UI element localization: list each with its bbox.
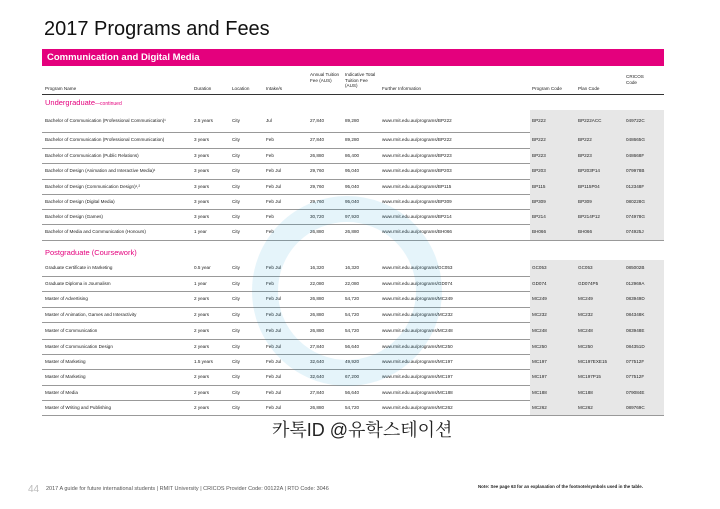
intake: Feb Jul <box>266 343 282 349</box>
program-name: Master of Writing and Publishing <box>45 404 112 410</box>
further-info-link[interactable]: www.rmit.edu.au/programs/BP214 <box>382 213 452 219</box>
location: City <box>232 152 240 158</box>
total-fee: 54,720 <box>345 327 360 333</box>
further-info-link[interactable]: www.rmit.edu.au/programs/BP115 <box>382 183 452 189</box>
annual-fee: 27,840 <box>310 118 325 124</box>
cricos-code: 079978B <box>626 168 645 174</box>
duration: 2 years <box>194 327 210 333</box>
cricos-code: 077512F <box>626 358 645 364</box>
header-program-code: Program Code <box>532 86 562 91</box>
footer-text: 2017 A guide for future international students | RMIT University | CRICOS Provider Code: 00122A | RTO Code: 3046 <box>46 486 329 492</box>
location: City <box>232 374 240 380</box>
program-code: BP203 <box>532 168 546 174</box>
duration: 1 year <box>194 280 207 286</box>
cricos-code: 012969A <box>626 280 645 286</box>
annual-fee: 32,640 <box>310 358 325 364</box>
duration: 3 years <box>194 137 210 143</box>
intake: Feb Jul <box>266 198 282 204</box>
section-band-title: Communication and Digital Media <box>42 49 664 66</box>
duration: 2 years <box>194 311 210 317</box>
intake: Feb Jul <box>266 265 282 271</box>
total-fee: 97,920 <box>345 213 360 219</box>
further-info-link[interactable]: www.rmit.edu.au/programs/MC197 <box>382 358 453 364</box>
cricos-code: 048665G <box>626 137 645 143</box>
table-row <box>42 209 664 225</box>
program-name: Graduate Certificate in Marketing <box>45 265 113 271</box>
annual-fee: 29,760 <box>310 183 325 189</box>
page-title: 2017 Programs and Fees <box>44 18 270 40</box>
program-code: GC053 <box>532 265 547 271</box>
program-code: MC248 <box>532 327 547 333</box>
plan-code: BP222 <box>578 137 592 143</box>
annual-fee: 26,880 <box>310 229 325 235</box>
postgraduate-heading: Postgraduate (Coursework) <box>45 248 137 257</box>
cricos-code: 077512F <box>626 374 645 380</box>
table-row <box>42 354 664 370</box>
intake: Feb Jul <box>266 374 282 380</box>
location: City <box>232 213 240 219</box>
program-name: Master of Media <box>45 389 78 395</box>
plan-code: BP309 <box>578 198 592 204</box>
header-intake: Intake/s <box>266 86 283 91</box>
plan-code: BP222ACC <box>578 118 602 124</box>
intake: Feb <box>266 280 274 286</box>
program-name: Graduate Diploma in Journalism <box>45 280 111 286</box>
table-row <box>42 132 664 149</box>
plan-code: BP115P04 <box>578 183 600 189</box>
further-info-link[interactable]: www.rmit.edu.au/programs/MC188 <box>382 389 453 395</box>
table-row <box>42 339 664 355</box>
annual-fee: 29,760 <box>310 168 325 174</box>
annual-fee: 16,320 <box>310 265 325 271</box>
cricos-code: 074978G <box>626 213 645 219</box>
program-code: MC188 <box>532 389 547 395</box>
location: City <box>232 311 240 317</box>
program-name: Master of Communication <box>45 327 98 333</box>
program-code: BH066 <box>532 229 547 235</box>
header-plan-code: Plan Code <box>578 86 600 91</box>
program-code: BP222 <box>532 137 546 143</box>
plan-code: BP223 <box>578 152 592 158</box>
program-name: Master of Marketing <box>45 358 86 364</box>
annual-fee: 26,880 <box>310 327 325 333</box>
further-info-link[interactable]: www.rmit.edu.au/programs/BP203 <box>382 168 452 174</box>
program-name: Bachelor of Design (Games) <box>45 213 103 219</box>
program-code: MC197 <box>532 358 547 364</box>
duration: 3 years <box>194 152 210 158</box>
header-total-fee: Indicative Total Tuition Fee (AUS) <box>345 72 376 89</box>
further-info-link[interactable]: www.rmit.edu.au/programs/BP309 <box>382 198 452 204</box>
cricos-code: 074925J <box>626 229 644 235</box>
location: City <box>232 198 240 204</box>
total-fee: 54,720 <box>345 311 360 317</box>
undergraduate-suffix: —continued <box>95 101 122 107</box>
location: City <box>232 404 240 410</box>
header-location: Location <box>232 86 250 91</box>
duration: 2 years <box>194 389 210 395</box>
location: City <box>232 358 240 364</box>
total-fee: 16,320 <box>345 265 360 271</box>
program-code: BP115 <box>532 183 546 189</box>
plan-code: GC053 <box>578 265 593 271</box>
location: City <box>232 118 240 124</box>
intake: Feb <box>266 152 274 158</box>
total-fee: 67,200 <box>345 374 360 380</box>
program-code: MC249 <box>532 296 547 302</box>
plan-code: GD074P5 <box>578 280 599 286</box>
header-program: Program Name <box>45 86 77 91</box>
program-code: MC250 <box>532 343 547 349</box>
intake: Feb Jul <box>266 389 282 395</box>
plan-code: MC250 <box>578 343 593 349</box>
annual-fee: 26,880 <box>310 152 325 158</box>
further-info-link[interactable]: www.rmit.edu.au/programs/GC053 <box>382 265 453 271</box>
duration: 2 years <box>194 343 210 349</box>
table-row <box>42 163 664 180</box>
program-name: Bachelor of Design (Digital Media) <box>45 198 115 204</box>
further-info-link[interactable]: www.rmit.edu.au/programs/BH066 <box>382 229 452 235</box>
total-fee: 22,080 <box>345 280 360 286</box>
further-info-link[interactable]: www.rmit.edu.au/programs/MC197 <box>382 374 453 380</box>
duration: 3 years <box>194 198 210 204</box>
plan-code: MC248 <box>578 327 593 333</box>
total-fee: 49,920 <box>345 358 360 364</box>
table-row <box>42 291 664 308</box>
cricos-code: 080228G <box>626 198 645 204</box>
further-info-link[interactable]: www.rmit.edu.au/programs/GD074 <box>382 280 453 286</box>
undergraduate-title: Undergraduate <box>45 98 96 107</box>
total-fee: 95,040 <box>345 168 360 174</box>
total-fee: 56,640 <box>345 389 360 395</box>
intake: Feb Jul <box>266 296 282 302</box>
total-fee: 56,640 <box>345 343 360 349</box>
intake: Jul <box>266 118 272 124</box>
further-info-link[interactable]: www.rmit.edu.au/programs/MC248 <box>382 327 453 333</box>
table-header <box>42 66 664 94</box>
plan-code: MC197EXE15 <box>578 358 608 364</box>
plan-code: BP214P12 <box>578 213 600 219</box>
cricos-code: 084351D <box>626 343 645 349</box>
intake: Feb <box>266 229 274 235</box>
location: City <box>232 280 240 286</box>
duration: 0.5 year <box>194 265 211 271</box>
table-row <box>42 385 664 401</box>
annual-fee: 27,840 <box>310 343 325 349</box>
plan-code: BP203P14 <box>578 168 600 174</box>
intake: Feb <box>266 137 274 143</box>
header-duration: Duration <box>194 86 212 91</box>
further-info-link[interactable]: www.rmit.edu.au/programs/MC262 <box>382 404 453 410</box>
duration: 1 year <box>194 229 207 235</box>
plan-code: MC188 <box>578 389 593 395</box>
duration: 2 years <box>194 404 210 410</box>
annual-fee: 29,760 <box>310 198 325 204</box>
duration: 3 years <box>194 168 210 174</box>
table-row <box>42 110 664 133</box>
intake: Feb <box>266 213 274 219</box>
code-column-shade <box>530 224 664 240</box>
program-name: Bachelor of Communication (Public Relations) <box>45 152 139 158</box>
program-name: Master of Advertising <box>45 296 88 302</box>
program-code: MC262 <box>532 404 547 410</box>
intake: Feb Jul <box>266 183 282 189</box>
cricos-code: 079084E <box>626 389 645 395</box>
table-row <box>42 369 664 386</box>
intake: Feb Jul <box>266 358 282 364</box>
location: City <box>232 265 240 271</box>
header-cricos: CRICOS Code <box>626 74 644 85</box>
duration: 3 years <box>194 213 210 219</box>
location: City <box>232 327 240 333</box>
further-info-link[interactable]: www.rmit.edu.au/programs/MC249 <box>382 296 453 302</box>
table-row <box>42 400 664 416</box>
header-annual-fee: Annual Tuition Fee (AUS) <box>310 72 340 83</box>
location: City <box>232 183 240 189</box>
total-fee: 89,280 <box>345 118 360 124</box>
location: City <box>232 137 240 143</box>
program-name: Master of Marketing <box>45 374 86 380</box>
total-fee: 86,400 <box>345 152 360 158</box>
duration: 1.5 years <box>194 358 213 364</box>
intake: Feb Jul <box>266 327 282 333</box>
program-name: Bachelor of Design (Communication Design)¹,² <box>45 183 140 189</box>
table-row <box>42 148 664 164</box>
total-fee: 95,040 <box>345 183 360 189</box>
page-number: 44 <box>28 484 40 495</box>
annual-fee: 26,880 <box>310 296 325 302</box>
intake: Feb Jul <box>266 168 282 174</box>
duration: 2 years <box>194 374 210 380</box>
further-info-link[interactable]: www.rmit.edu.au/programs/BP222 <box>382 118 452 124</box>
annual-fee: 30,720 <box>310 213 325 219</box>
program-name: Master of Animation, Games and Interactivity <box>45 311 137 317</box>
annual-fee: 32,640 <box>310 374 325 380</box>
program-code: GD074 <box>532 280 547 286</box>
total-fee: 89,280 <box>345 137 360 143</box>
location: City <box>232 168 240 174</box>
page-footer <box>0 478 720 509</box>
program-code: MC232 <box>532 311 547 317</box>
total-fee: 54,720 <box>345 404 360 410</box>
total-fee: 95,040 <box>345 198 360 204</box>
annual-fee: 26,880 <box>310 404 325 410</box>
duration: 2.5 years <box>194 118 213 124</box>
plan-code: BH066 <box>578 229 593 235</box>
plan-code: MC197P15 <box>578 374 601 380</box>
location: City <box>232 343 240 349</box>
duration: 2 years <box>194 296 210 302</box>
table-row <box>42 276 664 292</box>
further-info-link[interactable]: www.rmit.edu.au/programs/BP223 <box>382 152 452 158</box>
plan-code: MC232 <box>578 311 593 317</box>
cricos-code: 089769C <box>626 404 645 410</box>
annual-fee: 27,840 <box>310 137 325 143</box>
location: City <box>232 229 240 235</box>
plan-code: MC249 <box>578 296 593 302</box>
program-code: MC197 <box>532 374 547 380</box>
watermark-text: 카톡ID @유학스테이션 <box>272 420 453 440</box>
location: City <box>232 296 240 302</box>
annual-fee: 22,080 <box>310 280 325 286</box>
program-name: Master of Communication Design <box>45 343 113 349</box>
table-row <box>42 179 664 195</box>
table-row <box>42 224 664 241</box>
footnote-note: Note: See page 63 for an explanation of the footnote/symbols used in the table. <box>478 484 643 489</box>
plan-code: MC262 <box>578 404 593 410</box>
annual-fee: 27,840 <box>310 389 325 395</box>
undergraduate-heading <box>45 98 122 107</box>
program-code: BP223 <box>532 152 546 158</box>
program-code: BP309 <box>532 198 546 204</box>
location: City <box>232 389 240 395</box>
header-divider <box>42 94 664 95</box>
program-name: Bachelor of Communication (Professional Communication) <box>45 137 165 143</box>
table-row <box>42 307 664 323</box>
further-info-link[interactable]: www.rmit.edu.au/programs/BP222 <box>382 137 452 143</box>
header-further-info: Further Information <box>382 86 422 91</box>
table-row <box>42 322 664 340</box>
table-row <box>42 260 664 277</box>
duration: 3 years <box>194 183 210 189</box>
program-code: BP222 <box>532 118 546 124</box>
further-info-link[interactable]: www.rmit.edu.au/programs/MC232 <box>382 311 453 317</box>
cricos-code: 012348F <box>626 183 645 189</box>
further-info-link[interactable]: www.rmit.edu.au/programs/MC250 <box>382 343 453 349</box>
cricos-code: 083948E <box>626 327 645 333</box>
program-name: Bachelor of Design (Animation and Interactive Media)¹ <box>45 168 156 174</box>
cricos-code: 048668F <box>626 152 645 158</box>
program-code: BP214 <box>532 213 546 219</box>
program-name: Bachelor of Media and Communication (Honours) <box>45 229 146 235</box>
cricos-code: 049722C <box>626 118 645 124</box>
annual-fee: 26,880 <box>310 311 325 317</box>
intake: Feb Jul <box>266 404 282 410</box>
table-row <box>42 194 664 210</box>
intake: Feb Jul <box>266 311 282 317</box>
cricos-code: 084348K <box>626 311 645 317</box>
total-fee: 54,720 <box>345 296 360 302</box>
program-name: Bachelor of Communication (Professional Communication)¹ <box>45 118 166 124</box>
cricos-code: 085002B <box>626 265 645 271</box>
cricos-code: 083949D <box>626 296 645 302</box>
total-fee: 26,880 <box>345 229 360 235</box>
